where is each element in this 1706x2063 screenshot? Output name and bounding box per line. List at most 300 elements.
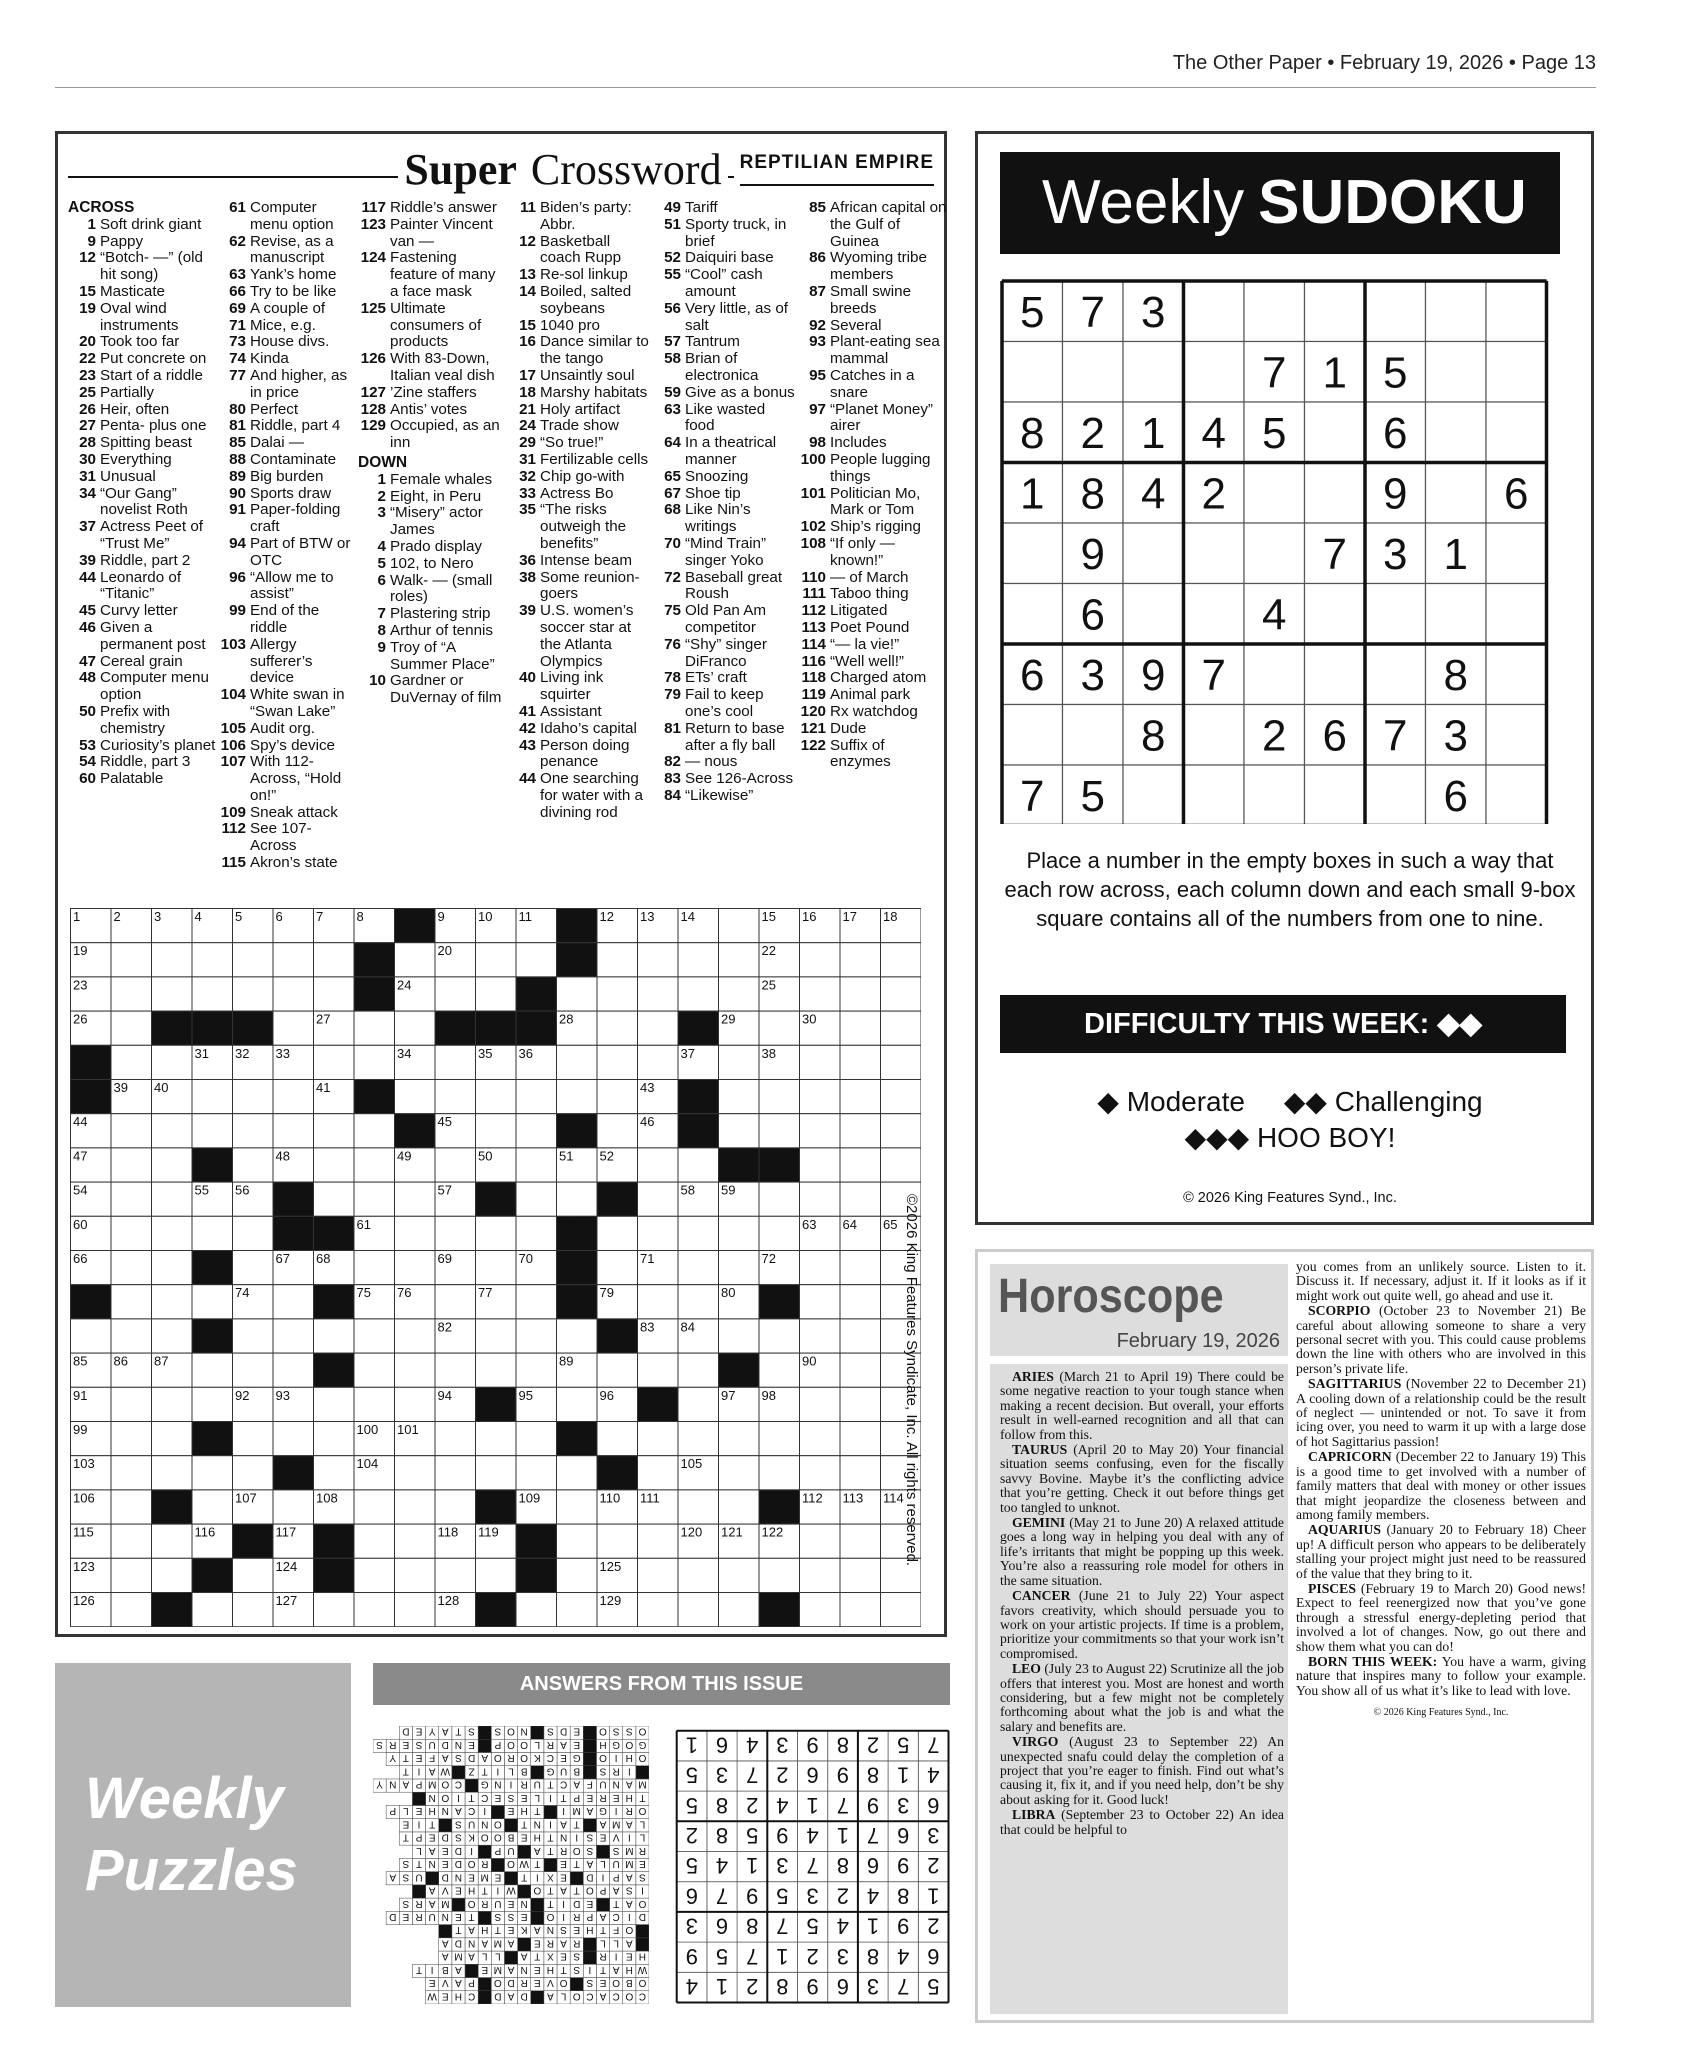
grid-cell[interactable]	[354, 1490, 395, 1524]
grid-cell[interactable]	[314, 1182, 355, 1216]
sudoku-cell[interactable]	[1244, 523, 1305, 584]
grid-cell[interactable]	[111, 1148, 152, 1182]
grid-cell[interactable]	[881, 1080, 922, 1114]
grid-cell[interactable]	[152, 1456, 193, 1490]
grid-cell[interactable]	[719, 1422, 760, 1456]
grid-cell[interactable]	[840, 1456, 881, 1490]
grid-cell[interactable]	[435, 1285, 476, 1319]
grid-cell[interactable]	[881, 943, 922, 977]
grid-cell[interactable]	[597, 1353, 638, 1387]
grid-cell[interactable]	[111, 977, 152, 1011]
grid-cell[interactable]	[516, 1285, 557, 1319]
grid-cell[interactable]	[638, 1353, 679, 1387]
grid-cell[interactable]	[638, 1045, 679, 1079]
grid-cell[interactable]	[314, 977, 355, 1011]
grid-cell[interactable]	[273, 1319, 314, 1353]
sudoku-cell[interactable]	[1426, 402, 1487, 463]
grid-cell[interactable]	[111, 1593, 152, 1627]
grid-cell[interactable]	[314, 1319, 355, 1353]
grid-cell[interactable]	[597, 1080, 638, 1114]
sudoku-cell[interactable]	[1365, 765, 1426, 824]
grid-cell[interactable]	[759, 1319, 800, 1353]
grid-cell[interactable]	[516, 1148, 557, 1182]
grid-cell[interactable]	[557, 1387, 598, 1421]
grid-cell[interactable]	[840, 1114, 881, 1148]
grid-cell[interactable]	[840, 1148, 881, 1182]
grid-cell[interactable]	[192, 1114, 233, 1148]
grid-cell[interactable]	[516, 1319, 557, 1353]
grid-cell[interactable]	[840, 1182, 881, 1216]
grid-cell[interactable]	[152, 1045, 193, 1079]
grid-cell[interactable]	[314, 1114, 355, 1148]
grid-cell[interactable]	[435, 1422, 476, 1456]
grid-cell[interactable]	[516, 1080, 557, 1114]
grid-cell[interactable]	[476, 1319, 517, 1353]
grid-cell[interactable]	[557, 1182, 598, 1216]
grid-cell[interactable]	[435, 1045, 476, 1079]
grid-cell[interactable]	[233, 1456, 274, 1490]
grid-cell[interactable]	[638, 1182, 679, 1216]
grid-cell[interactable]	[395, 1011, 436, 1045]
grid-cell[interactable]	[597, 1114, 638, 1148]
grid-cell[interactable]	[638, 1216, 679, 1250]
grid-cell[interactable]	[435, 1080, 476, 1114]
grid-cell[interactable]	[192, 1080, 233, 1114]
sudoku-cell[interactable]	[1123, 523, 1184, 584]
grid-cell[interactable]	[354, 1182, 395, 1216]
grid-cell[interactable]	[557, 1524, 598, 1558]
grid-cell[interactable]	[233, 1148, 274, 1182]
grid-cell[interactable]	[516, 1353, 557, 1387]
sudoku-cell[interactable]	[1305, 402, 1366, 463]
grid-cell[interactable]	[314, 1456, 355, 1490]
grid-cell[interactable]	[152, 1319, 193, 1353]
grid-cell[interactable]	[233, 977, 274, 1011]
sudoku-cell[interactable]	[1123, 584, 1184, 645]
sudoku-cell[interactable]	[1184, 281, 1245, 342]
grid-cell[interactable]	[638, 1422, 679, 1456]
grid-cell[interactable]	[840, 1558, 881, 1592]
grid-cell[interactable]	[800, 1285, 841, 1319]
grid-cell[interactable]	[557, 1490, 598, 1524]
grid-cell[interactable]	[800, 1593, 841, 1627]
grid-cell[interactable]	[395, 1524, 436, 1558]
grid-cell[interactable]	[638, 1524, 679, 1558]
grid-cell[interactable]	[192, 1593, 233, 1627]
grid-cell[interactable]	[840, 1524, 881, 1558]
grid-cell[interactable]	[111, 1490, 152, 1524]
grid-cell[interactable]	[111, 1319, 152, 1353]
grid-cell[interactable]	[597, 1422, 638, 1456]
grid-cell[interactable]	[557, 1080, 598, 1114]
sudoku-cell[interactable]	[1184, 705, 1245, 766]
grid-cell[interactable]	[881, 1148, 922, 1182]
grid-cell[interactable]	[354, 1114, 395, 1148]
grid-cell[interactable]	[678, 1353, 719, 1387]
grid-cell[interactable]	[152, 1216, 193, 1250]
grid-cell[interactable]	[395, 1319, 436, 1353]
grid-cell[interactable]	[273, 1011, 314, 1045]
grid-cell[interactable]	[273, 1080, 314, 1114]
grid-cell[interactable]	[111, 1114, 152, 1148]
grid-cell[interactable]	[557, 1558, 598, 1592]
grid-cell[interactable]	[800, 1319, 841, 1353]
grid-cell[interactable]	[111, 1045, 152, 1079]
grid-cell[interactable]	[273, 1490, 314, 1524]
sudoku-cell[interactable]	[1123, 765, 1184, 824]
sudoku-cell[interactable]	[1305, 765, 1366, 824]
grid-cell[interactable]	[597, 1216, 638, 1250]
grid-cell[interactable]	[152, 977, 193, 1011]
grid-cell[interactable]	[152, 1114, 193, 1148]
grid-cell[interactable]	[354, 1524, 395, 1558]
grid-cell[interactable]	[516, 1114, 557, 1148]
grid-cell[interactable]	[314, 1593, 355, 1627]
grid-cell[interactable]	[881, 1114, 922, 1148]
grid-cell[interactable]	[557, 1593, 598, 1627]
grid-cell[interactable]	[111, 1285, 152, 1319]
sudoku-cell[interactable]	[1123, 342, 1184, 403]
grid-cell[interactable]	[152, 1148, 193, 1182]
grid-cell[interactable]	[71, 1319, 112, 1353]
grid-cell[interactable]	[840, 1593, 881, 1627]
grid-cell[interactable]	[678, 943, 719, 977]
grid-cell[interactable]	[354, 1251, 395, 1285]
grid-cell[interactable]	[557, 1319, 598, 1353]
sudoku-cell[interactable]	[1184, 584, 1245, 645]
grid-cell[interactable]	[111, 1251, 152, 1285]
grid-cell[interactable]	[395, 1251, 436, 1285]
grid-cell[interactable]	[516, 1456, 557, 1490]
grid-cell[interactable]	[719, 1558, 760, 1592]
grid-cell[interactable]	[678, 1593, 719, 1627]
grid-cell[interactable]	[273, 1114, 314, 1148]
sudoku-cell[interactable]	[1365, 644, 1426, 705]
grid-cell[interactable]	[800, 1422, 841, 1456]
sudoku-cell[interactable]	[1486, 765, 1547, 824]
sudoku-cell[interactable]	[1002, 523, 1063, 584]
grid-cell[interactable]	[314, 943, 355, 977]
grid-cell[interactable]	[719, 909, 760, 943]
grid-cell[interactable]	[516, 943, 557, 977]
grid-cell[interactable]	[840, 1285, 881, 1319]
grid-cell[interactable]	[354, 1593, 395, 1627]
grid-cell[interactable]	[354, 1045, 395, 1079]
grid-cell[interactable]	[354, 1353, 395, 1387]
grid-cell[interactable]	[840, 1387, 881, 1421]
grid-cell[interactable]	[192, 1285, 233, 1319]
grid-cell[interactable]	[435, 1558, 476, 1592]
sudoku-cell[interactable]	[1486, 584, 1547, 645]
grid-cell[interactable]	[597, 1524, 638, 1558]
grid-cell[interactable]	[759, 1011, 800, 1045]
sudoku-cell[interactable]	[1426, 342, 1487, 403]
grid-cell[interactable]	[314, 1148, 355, 1182]
grid-cell[interactable]	[314, 1422, 355, 1456]
grid-cell[interactable]	[111, 1387, 152, 1421]
grid-cell[interactable]	[152, 1182, 193, 1216]
grid-cell[interactable]	[476, 1251, 517, 1285]
grid-cell[interactable]	[111, 1456, 152, 1490]
grid-cell[interactable]	[840, 1422, 881, 1456]
grid-cell[interactable]	[597, 943, 638, 977]
answer-block	[518, 1885, 531, 1898]
grid-cell[interactable]	[800, 1387, 841, 1421]
grid-cell[interactable]	[800, 1080, 841, 1114]
grid-cell[interactable]	[435, 1148, 476, 1182]
grid-cell[interactable]	[111, 1216, 152, 1250]
grid-cell[interactable]	[476, 1422, 517, 1456]
grid-cell[interactable]	[476, 1558, 517, 1592]
grid-cell[interactable]	[800, 943, 841, 977]
grid-cell[interactable]	[840, 943, 881, 977]
grid-cell[interactable]	[273, 943, 314, 977]
grid-cell[interactable]	[192, 1387, 233, 1421]
sudoku-cell[interactable]	[1426, 584, 1487, 645]
grid-cell[interactable]	[435, 977, 476, 1011]
grid-cell[interactable]	[840, 977, 881, 1011]
grid-cell[interactable]	[111, 1422, 152, 1456]
grid-cell[interactable]	[719, 1216, 760, 1250]
grid-cell[interactable]	[516, 1216, 557, 1250]
grid-cell[interactable]	[678, 1490, 719, 1524]
sudoku-cell[interactable]	[1184, 765, 1245, 824]
grid-cell[interactable]	[800, 1114, 841, 1148]
grid-cell[interactable]	[557, 1045, 598, 1079]
grid-cell[interactable]	[152, 1285, 193, 1319]
grid-cell[interactable]	[516, 1593, 557, 1627]
grid-cell[interactable]	[233, 1319, 274, 1353]
grid-cell[interactable]	[719, 1490, 760, 1524]
grid-cell[interactable]	[395, 1558, 436, 1592]
grid-cell[interactable]	[111, 1524, 152, 1558]
grid-cell[interactable]	[719, 1456, 760, 1490]
grid-cell[interactable]	[678, 1216, 719, 1250]
grid-cell[interactable]	[597, 977, 638, 1011]
grid-cell[interactable]	[678, 1422, 719, 1456]
sudoku-cell[interactable]	[1486, 342, 1547, 403]
grid-cell[interactable]	[152, 1251, 193, 1285]
grid-cell[interactable]	[516, 1182, 557, 1216]
grid-cell[interactable]	[233, 1558, 274, 1592]
grid-cell[interactable]	[719, 977, 760, 1011]
grid-cell[interactable]	[638, 943, 679, 977]
grid-cell[interactable]	[881, 977, 922, 1011]
sudoku-cell[interactable]	[1184, 342, 1245, 403]
grid-cell[interactable]	[435, 1353, 476, 1387]
grid-cell[interactable]	[476, 1114, 517, 1148]
grid-cell[interactable]	[597, 1045, 638, 1079]
grid-cell[interactable]	[881, 1011, 922, 1045]
grid-cell[interactable]	[719, 1045, 760, 1079]
grid-cell[interactable]	[719, 1114, 760, 1148]
grid-cell[interactable]	[800, 1182, 841, 1216]
grid-cell[interactable]	[678, 1558, 719, 1592]
grid-cell[interactable]	[800, 1456, 841, 1490]
grid-cell[interactable]	[476, 943, 517, 977]
grid-cell[interactable]	[435, 1456, 476, 1490]
grid-cell[interactable]	[354, 1011, 395, 1045]
sudoku-cell[interactable]	[1244, 463, 1305, 524]
sudoku-cell[interactable]	[1426, 463, 1487, 524]
grid-cell[interactable]	[233, 1422, 274, 1456]
grid-cell[interactable]	[111, 1182, 152, 1216]
sudoku-cell[interactable]	[1063, 342, 1124, 403]
grid-cell[interactable]	[800, 1558, 841, 1592]
grid-cell[interactable]	[395, 1456, 436, 1490]
grid-cell[interactable]	[719, 1080, 760, 1114]
grid-cell[interactable]	[759, 1216, 800, 1250]
grid-cell[interactable]	[719, 943, 760, 977]
grid-cell[interactable]	[273, 1422, 314, 1456]
grid-cell[interactable]	[152, 1422, 193, 1456]
grid-cell[interactable]	[233, 1353, 274, 1387]
grid-cell[interactable]	[678, 1148, 719, 1182]
grid-cell[interactable]	[881, 1593, 922, 1627]
grid-cell[interactable]	[192, 943, 233, 977]
grid-cell[interactable]	[759, 1422, 800, 1456]
grid-cell[interactable]	[638, 1011, 679, 1045]
grid-cell[interactable]	[638, 1148, 679, 1182]
grid-cell[interactable]	[233, 1080, 274, 1114]
grid-cell[interactable]	[152, 1524, 193, 1558]
grid-cell[interactable]	[597, 1011, 638, 1045]
grid-cell[interactable]	[395, 1216, 436, 1250]
grid-cell[interactable]	[273, 1285, 314, 1319]
grid-cell[interactable]	[395, 1593, 436, 1627]
grid-cell[interactable]	[435, 1216, 476, 1250]
grid-cell[interactable]	[476, 1216, 517, 1250]
grid-cell[interactable]	[800, 1148, 841, 1182]
grid-cell[interactable]	[273, 977, 314, 1011]
grid-cell[interactable]	[759, 1558, 800, 1592]
sudoku-cell[interactable]	[1305, 281, 1366, 342]
sudoku-cell[interactable]	[1365, 584, 1426, 645]
grid-cell[interactable]	[516, 1422, 557, 1456]
grid-cell[interactable]	[638, 977, 679, 1011]
sudoku-cell[interactable]	[1002, 584, 1063, 645]
grid-cell[interactable]	[395, 1387, 436, 1421]
grid-cell[interactable]	[233, 1114, 274, 1148]
grid-cell[interactable]	[354, 1387, 395, 1421]
sudoku-cell[interactable]	[1305, 584, 1366, 645]
grid-cell[interactable]	[840, 1353, 881, 1387]
sudoku-cell[interactable]	[1244, 644, 1305, 705]
grid-cell[interactable]	[111, 1011, 152, 1045]
sudoku-cell[interactable]	[1244, 765, 1305, 824]
sudoku-cell[interactable]	[1002, 342, 1063, 403]
grid-cell[interactable]	[395, 1182, 436, 1216]
grid-cell[interactable]	[152, 943, 193, 977]
grid-cell[interactable]	[719, 1593, 760, 1627]
grid-cell[interactable]	[759, 1182, 800, 1216]
grid-cell[interactable]	[233, 1251, 274, 1285]
grid-cell[interactable]	[233, 943, 274, 977]
sudoku-cell[interactable]	[1365, 281, 1426, 342]
grid-cell[interactable]	[719, 1319, 760, 1353]
grid-cell[interactable]	[192, 1456, 233, 1490]
grid-cell[interactable]	[273, 1353, 314, 1387]
grid-cell[interactable]	[759, 1353, 800, 1387]
sudoku-cell[interactable]	[1305, 463, 1366, 524]
grid-cell[interactable]	[435, 1490, 476, 1524]
grid-cell[interactable]	[638, 1593, 679, 1627]
grid-cell[interactable]	[233, 1593, 274, 1627]
grid-cell[interactable]	[476, 977, 517, 1011]
sudoku-cell[interactable]	[1002, 705, 1063, 766]
sudoku-cell[interactable]	[1244, 281, 1305, 342]
grid-cell[interactable]	[719, 1251, 760, 1285]
sudoku-cell[interactable]	[1184, 523, 1245, 584]
grid-cell[interactable]	[800, 977, 841, 1011]
grid-cell[interactable]	[314, 1387, 355, 1421]
grid-cell[interactable]	[840, 1045, 881, 1079]
grid-cell[interactable]	[557, 1456, 598, 1490]
grid-cell[interactable]	[840, 1080, 881, 1114]
grid-cell[interactable]	[800, 1251, 841, 1285]
grid-cell[interactable]	[638, 1285, 679, 1319]
grid-cell[interactable]	[800, 1524, 841, 1558]
grid-cell[interactable]	[192, 977, 233, 1011]
sudoku-cell[interactable]	[1486, 523, 1547, 584]
grid-cell[interactable]	[111, 1558, 152, 1592]
grid-cell[interactable]	[881, 1045, 922, 1079]
grid-cell[interactable]	[759, 1080, 800, 1114]
sudoku-cell[interactable]	[1486, 281, 1547, 342]
grid-cell[interactable]	[840, 1251, 881, 1285]
grid-cell[interactable]	[678, 1285, 719, 1319]
sudoku-cell[interactable]	[1305, 644, 1366, 705]
sudoku-cell[interactable]	[1486, 644, 1547, 705]
grid-cell[interactable]	[152, 1387, 193, 1421]
grid-cell[interactable]	[840, 1319, 881, 1353]
sudoku-cell[interactable]	[1063, 705, 1124, 766]
grid-cell[interactable]	[354, 1319, 395, 1353]
grid-cell[interactable]	[638, 1558, 679, 1592]
grid-cell[interactable]	[233, 1216, 274, 1250]
grid-cell[interactable]	[476, 1456, 517, 1490]
grid-cell[interactable]	[152, 1558, 193, 1592]
grid-cell[interactable]	[192, 1216, 233, 1250]
grid-cell[interactable]	[638, 1456, 679, 1490]
grid-cell[interactable]	[759, 1114, 800, 1148]
grid-cell[interactable]	[354, 1558, 395, 1592]
grid-cell[interactable]	[314, 1045, 355, 1079]
grid-cell[interactable]	[476, 1353, 517, 1387]
grid-cell[interactable]	[192, 1490, 233, 1524]
sudoku-cell[interactable]	[1486, 705, 1547, 766]
grid-cell[interactable]	[192, 1353, 233, 1387]
grid-cell[interactable]	[597, 1251, 638, 1285]
grid-cell[interactable]	[759, 1456, 800, 1490]
answer-letter: A	[560, 1884, 567, 1896]
grid-cell[interactable]	[840, 1011, 881, 1045]
grid-cell[interactable]	[476, 1080, 517, 1114]
sudoku-cell[interactable]	[1426, 281, 1487, 342]
grid-cell[interactable]	[678, 977, 719, 1011]
grid-cell[interactable]	[395, 943, 436, 977]
grid-cell[interactable]	[395, 1353, 436, 1387]
grid-cell[interactable]	[678, 1251, 719, 1285]
grid-cell[interactable]	[354, 1148, 395, 1182]
sudoku-cell[interactable]	[1486, 402, 1547, 463]
grid-cell[interactable]	[557, 977, 598, 1011]
grid-cell[interactable]	[678, 1387, 719, 1421]
grid-cell[interactable]	[800, 1045, 841, 1079]
grid-cell[interactable]	[395, 1490, 436, 1524]
grid-cell[interactable]	[395, 1080, 436, 1114]
grid-cell[interactable]	[111, 943, 152, 977]
